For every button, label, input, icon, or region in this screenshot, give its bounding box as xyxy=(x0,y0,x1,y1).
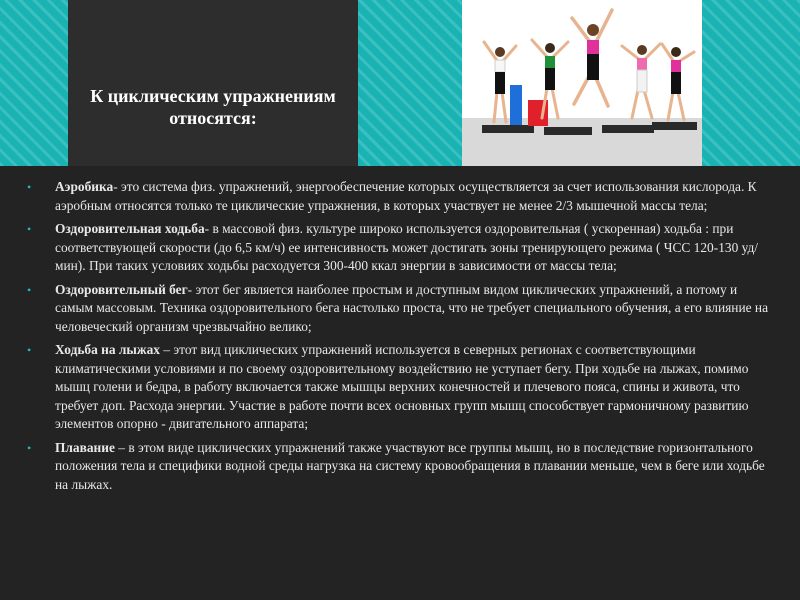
dancer-pants-4 xyxy=(637,70,647,92)
dancer-pants-3 xyxy=(587,54,599,80)
dancer-top-4 xyxy=(637,58,647,70)
dancer-pants-1 xyxy=(495,72,505,94)
bullet-text: - этот бег является наиболее простым и доступным видом циклических упражнений, а потому и самым массовым. Техника оздоровительного бега настолько проста, что не требует специального обучения, а его влияние на человеческий организм чрезвычайно велико; xyxy=(55,281,769,334)
aerobics-photo xyxy=(462,0,702,166)
step-platform-2 xyxy=(544,127,592,135)
bullet-dot-icon: • xyxy=(27,222,32,236)
bullet-list xyxy=(27,178,777,499)
step-platform-1 xyxy=(482,125,534,133)
step-platform-4 xyxy=(652,122,697,130)
dancer-top-5 xyxy=(671,60,681,72)
dancer-top-1 xyxy=(495,60,505,72)
bullet-dot-icon: • xyxy=(27,440,32,455)
dancer-pants-5 xyxy=(671,72,681,94)
bullet-term: Плавание xyxy=(55,439,115,455)
dancer-top-2 xyxy=(545,56,555,68)
bullet-item-swimming xyxy=(27,439,777,495)
dancer-head-1 xyxy=(495,47,505,57)
bullet-term: Аэробика xyxy=(55,179,114,194)
bullet-item-aerobics xyxy=(27,178,777,215)
bullet-text: – этот вид циклических упражнений используется в северных регионах с соответствующими климатическими условиями и по своему оздоровительному воздействию не уступает бегу. При ходьбе на лыжах, помимо мышц голени и бедра, в работу включается также мышцы верхних конечностей и плечевого пояса, спины и живота, что требует доп. Расхода энергии. Участие в работе почти всех основных групп мышц способствует гармоничному развитию элементов опорно - двигательного аппарата; xyxy=(55,342,749,431)
bullet-dot-icon: • xyxy=(27,343,32,357)
dancer-head-5 xyxy=(671,47,681,57)
content-panel xyxy=(0,166,800,600)
bullet-item-running xyxy=(27,281,777,337)
bullet-text: - в массовой физ. культуре широко используется оздоровительная ( ускоренная) ходьба : при соответствующей скорости (до 6,5 км/ч) ее интенсивность может достигать зоны тренирующего режима ( ЧСС 120-130 уд/мин). При таких условиях ходьбы расходуется 300-400 ккал энергии в зависимости от массы тела; xyxy=(55,221,759,273)
aerobics-class-photo-icon xyxy=(462,0,702,166)
dancer-head-3 xyxy=(587,24,599,36)
bullet-text: – в этом виде циклических упражнений также участвуют все группы мышц, но в последствие горизонтального положения тела и специфики водной среды нагрузка на систему кровообращения в плавании меньше, чем в беге или ходьбе на лыжах. xyxy=(55,439,765,492)
blue-step-stack xyxy=(510,85,522,125)
bullet-text: - это система физ. упражнений, энергообеспечение которых осуществляется за счет использования кислорода. К аэробным относятся только те циклические упражнения, в которых участвует не менее 2/3 мышечной массы тела; xyxy=(55,179,757,213)
bullet-term: Оздоровительный бег xyxy=(55,281,188,297)
bullet-term: Оздоровительная ходьба xyxy=(55,221,205,236)
bullet-item-skiing xyxy=(27,341,777,434)
step-platform-3 xyxy=(602,125,654,133)
bullet-term: Ходьба на лыжах xyxy=(55,342,160,357)
dancer-pants-2 xyxy=(545,68,555,90)
title-box xyxy=(68,0,358,166)
bullet-dot-icon: • xyxy=(27,180,32,194)
bullet-dot-icon: • xyxy=(27,282,32,297)
dancer-head-2 xyxy=(545,43,555,53)
dancer-head-4 xyxy=(637,45,647,55)
slide-title: К циклическим упражнениям относятся: xyxy=(90,86,336,128)
dancer-top-3 xyxy=(587,40,599,54)
bullet-item-walking xyxy=(27,220,777,276)
